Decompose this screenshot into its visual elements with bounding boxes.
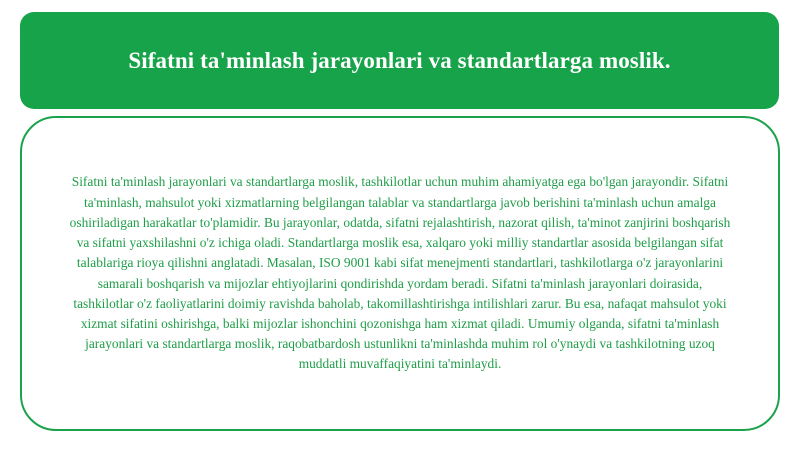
- title-banner: [20, 12, 779, 109]
- slide-title: Sifatni ta'minlash jarayonlari va standartlarga moslik.: [128, 47, 671, 73]
- content-panel: [20, 116, 780, 431]
- body-paragraph: Sifatni ta'minlash jarayonlari va standartlarga moslik, tashkilotlar uchun muhim ahamiyatga ega bo'lgan jarayondir. Sifatni ta'minlash, mahsulot yoki xizmatlarning belgilangan talablar va standartlarga javob berishini ta'minlash uchun amalga oshiriladigan harakatlar to'plamidir. Bu jarayonlar, odatda, sifatni rejalashtirish, nazorat qilish, ta'minot zanjirini boshqarish va sifatni yaxshilashni o'z ichiga oladi. Standartlarga moslik esa, xalqaro yoki milliy standartlar asosida belgilangan sifat talablariga rioya qilishni anglatadi. Masalan, ISO 9001 kabi sifat menejmenti standartlari, tashkilotlarga o'z jarayonlarini samarali boshqarish va mijozlar ehtiyojlarini qondirishda yordam beradi. Sifatni ta'minlash jarayonlari doirasida, tashkilotlar o'z faoliyatlarini doimiy ravishda baholab, takomillashtirishga intilishlari zarur. Bu esa, nafaqat mahsulot yoki xizmat sifatini oshirishga, balki mijozlar ishonchini qozonishga ham xizmat qiladi. Umumiy olganda, sifatni ta'minlash jarayonlari va standartlarga moslik, raqobatbardosh ustunlikni ta'minlashda muhim rol o'ynaydi va tashkilotning uzoq muddatli muvaffaqiyatini ta'minlaydi.: [69, 174, 731, 372]
